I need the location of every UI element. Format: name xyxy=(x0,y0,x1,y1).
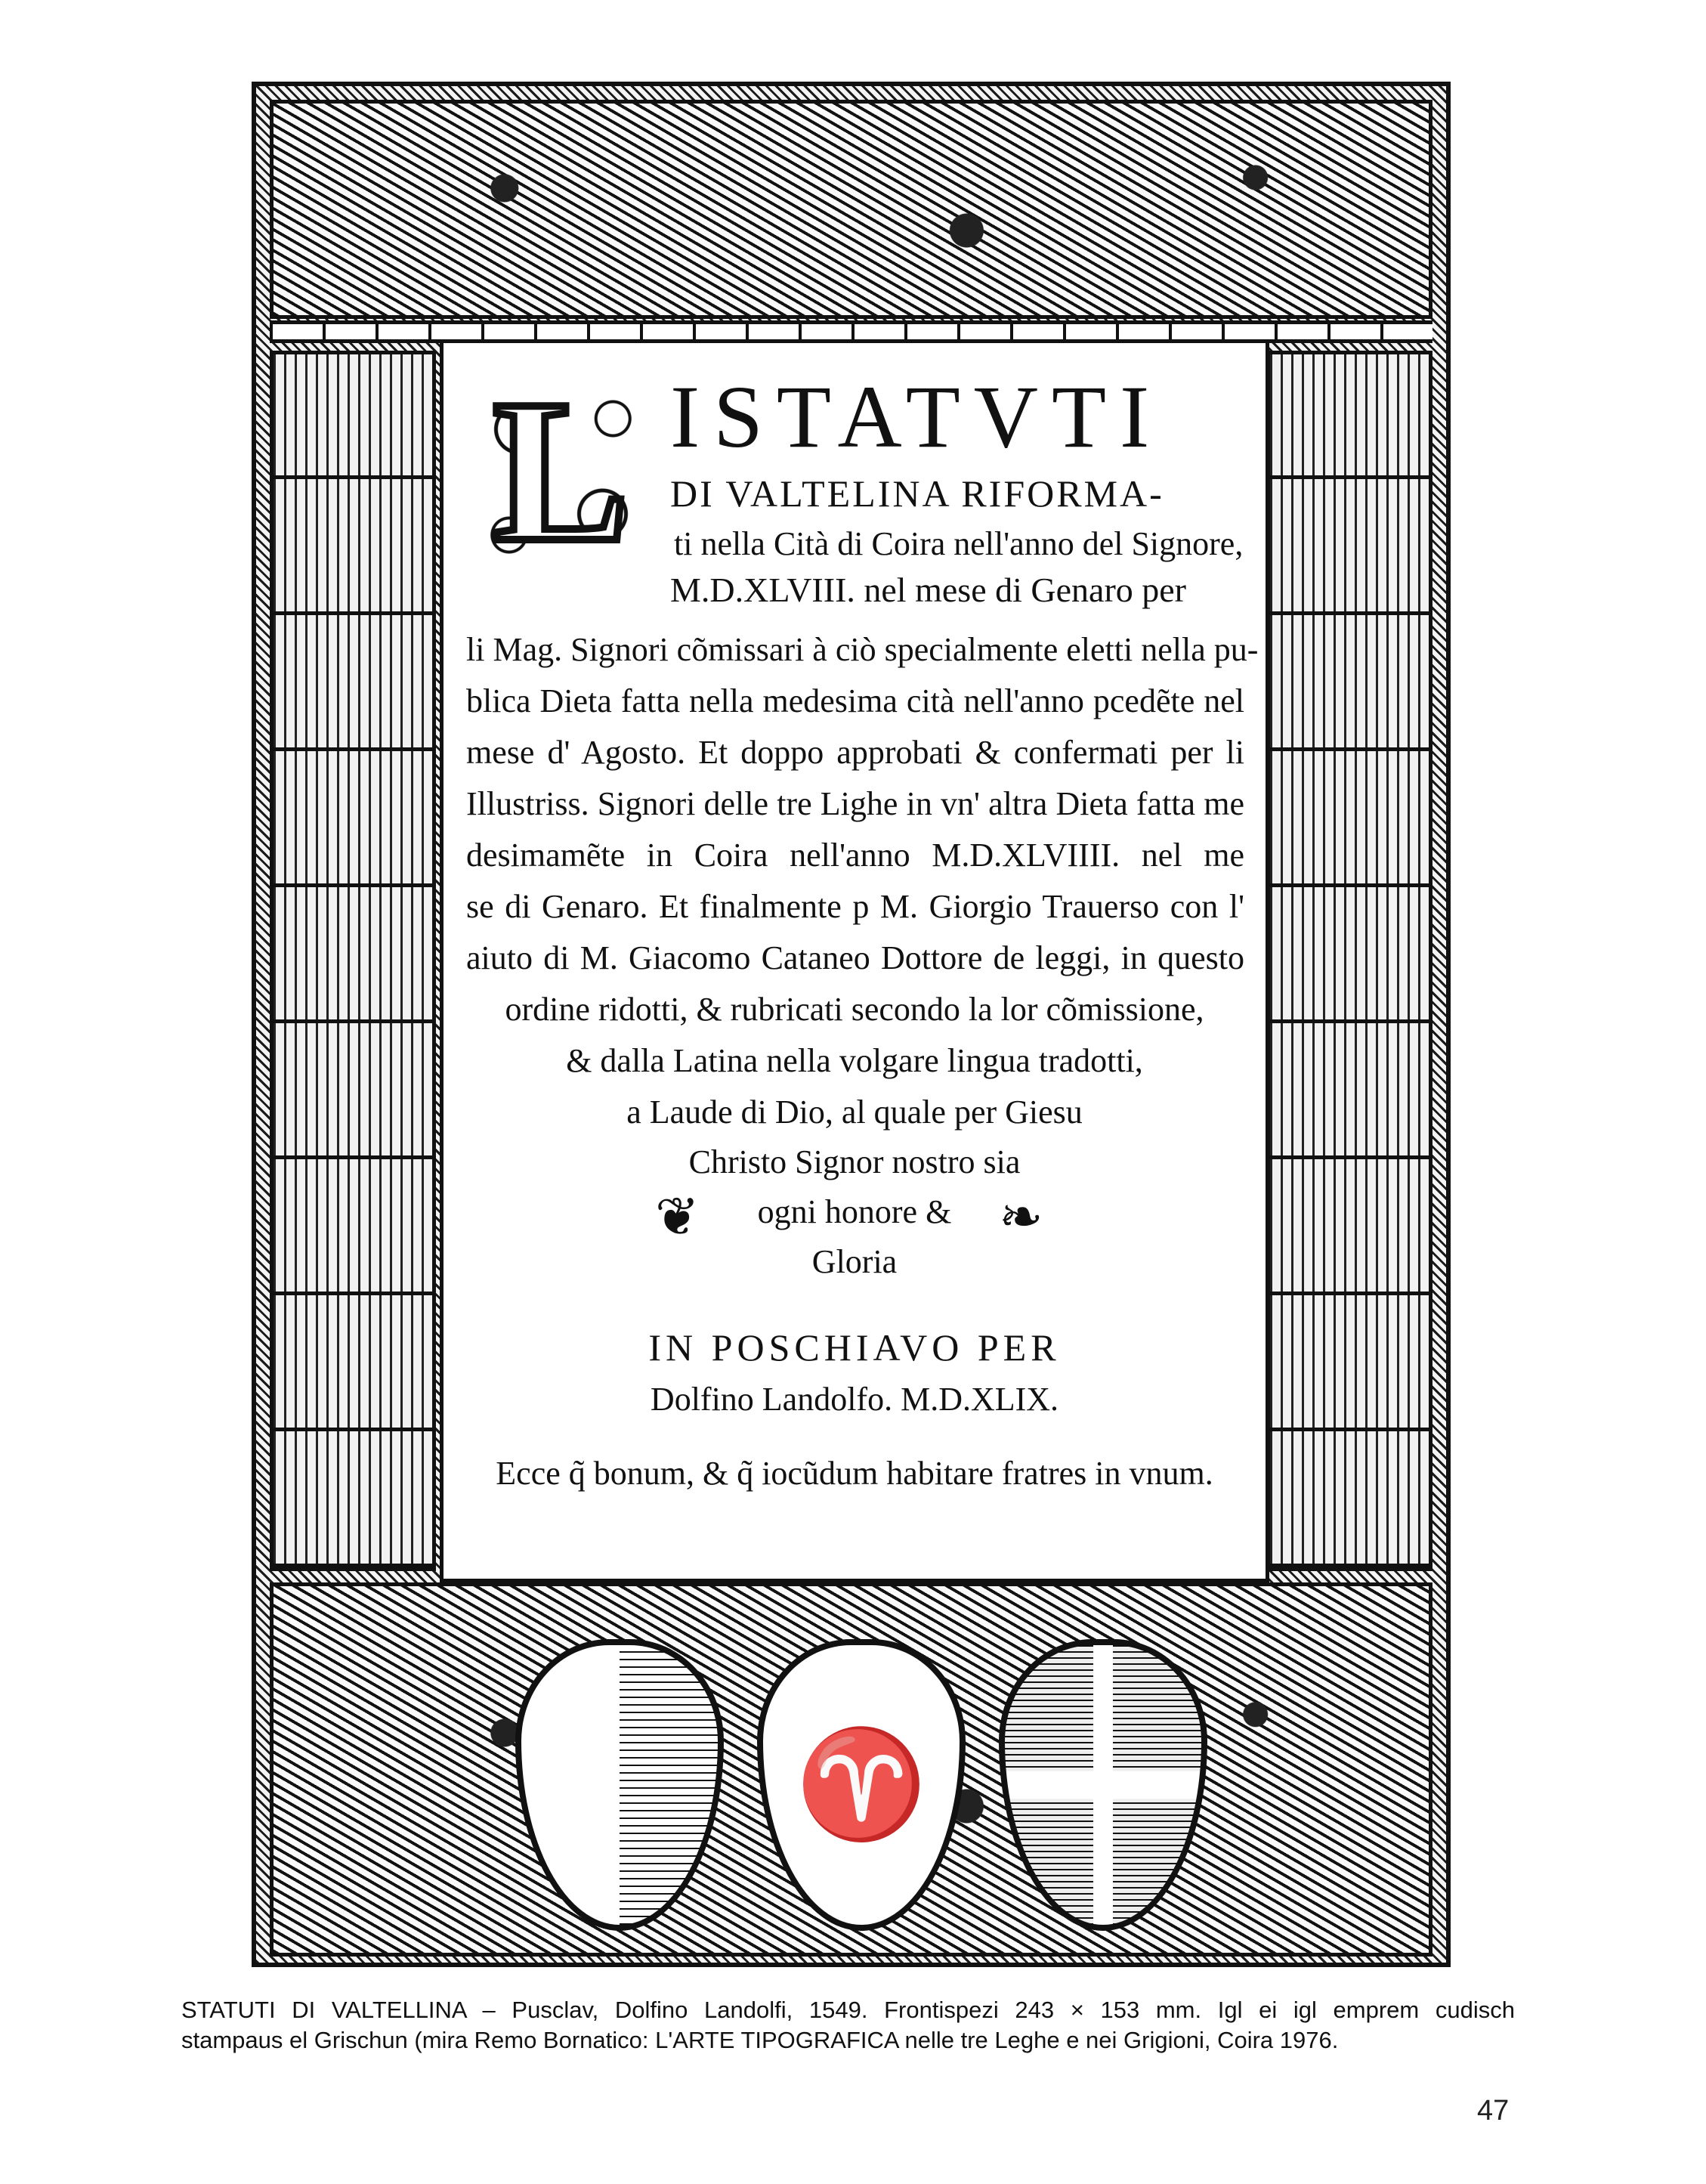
top-ornamental-band xyxy=(270,100,1432,319)
centered-line: Gloria xyxy=(811,1243,898,1280)
motto: Ecce q̃ bonum, & q̃ iocũdum habitare fratres in vnum. xyxy=(496,1455,1213,1492)
coat-of-arms-band xyxy=(270,1582,1432,1957)
imprint-line-2: Dolfino Landolfo. M.D.XLIX. xyxy=(650,1381,1059,1418)
centered-line: ordine ridotti, & rubricati secondo la lor cõmissione, xyxy=(505,991,1204,1028)
page-number: 47 xyxy=(1477,2095,1510,2127)
centered-line: a Laude di Dio, al quale per Giesu xyxy=(626,1094,1083,1131)
body-line: blica Dieta fatta nella medesima cità nell'anno pcedẽte nel xyxy=(466,682,1244,719)
caption-line-2: stampaus el Grischun (mira Remo Bornatico: L'ARTE TIPOGRAFICA nelle tre Leghe e nei Grigioni, Coira 1976. xyxy=(181,2027,1339,2053)
title-line-3: M.D.XLVIII. nel mese di Genaro per xyxy=(670,571,1186,609)
leaf-ornament-icon: ❧ xyxy=(999,1189,1043,1247)
body-line: aiuto di M. Giacomo Cataneo Dottore de leggi, in questo xyxy=(466,939,1244,976)
body-line: Illustriss. Signori delle tre Lighe in vn' altra Dieta fatta me xyxy=(466,785,1244,822)
left-pillar xyxy=(270,351,436,1571)
woodcut-frame xyxy=(252,82,1451,1967)
right-pillar xyxy=(1266,351,1432,1571)
body-line: li Mag. Signori cõmissari à ciò specialmente eletti nella pu- xyxy=(466,631,1259,668)
shield-left-icon xyxy=(515,1639,724,1931)
centered-line: Christo Signor nostro sia xyxy=(688,1143,1021,1180)
decorated-initial: L xyxy=(457,366,665,577)
shield-ibex-icon xyxy=(757,1639,966,1931)
title-text-panel xyxy=(440,339,1269,1582)
shield-cross-icon xyxy=(999,1639,1207,1931)
centered-line: & dalla Latina nella volgare lingua tradotti, xyxy=(566,1042,1143,1079)
title-line-1: DI VALTELINA RIFORMA- xyxy=(670,472,1164,515)
body-line: se di Genaro. Et finalmente p M. Giorgio Trauerso con l' xyxy=(466,888,1244,925)
caption-line-1: STATUTI DI VALTELLINA – Pusclav, Dolfino Landolfi, 1549. Frontispezi 243 × 153 mm. Igl ei igl emprem cudisch xyxy=(181,1997,1515,2023)
leaf-ornament-icon: ❦ xyxy=(655,1189,700,1247)
centered-line: ogni honore & xyxy=(757,1193,952,1230)
body-line: mese d' Agosto. Et doppo approbati & confermati per li xyxy=(466,734,1244,771)
figure-caption xyxy=(181,1995,1515,2056)
ibex-icon: ♈ xyxy=(795,1727,928,1844)
title-line-2: ti nella Cità di Coira nell'anno del Signore, xyxy=(674,525,1244,562)
title-word: ISTATVTI xyxy=(670,367,1164,466)
body-line: desimamẽte in Coira nell'anno M.D.XLVIIII. nel me xyxy=(466,837,1244,874)
imprint-line-1: IN POSCHIAVO PER xyxy=(648,1326,1061,1369)
